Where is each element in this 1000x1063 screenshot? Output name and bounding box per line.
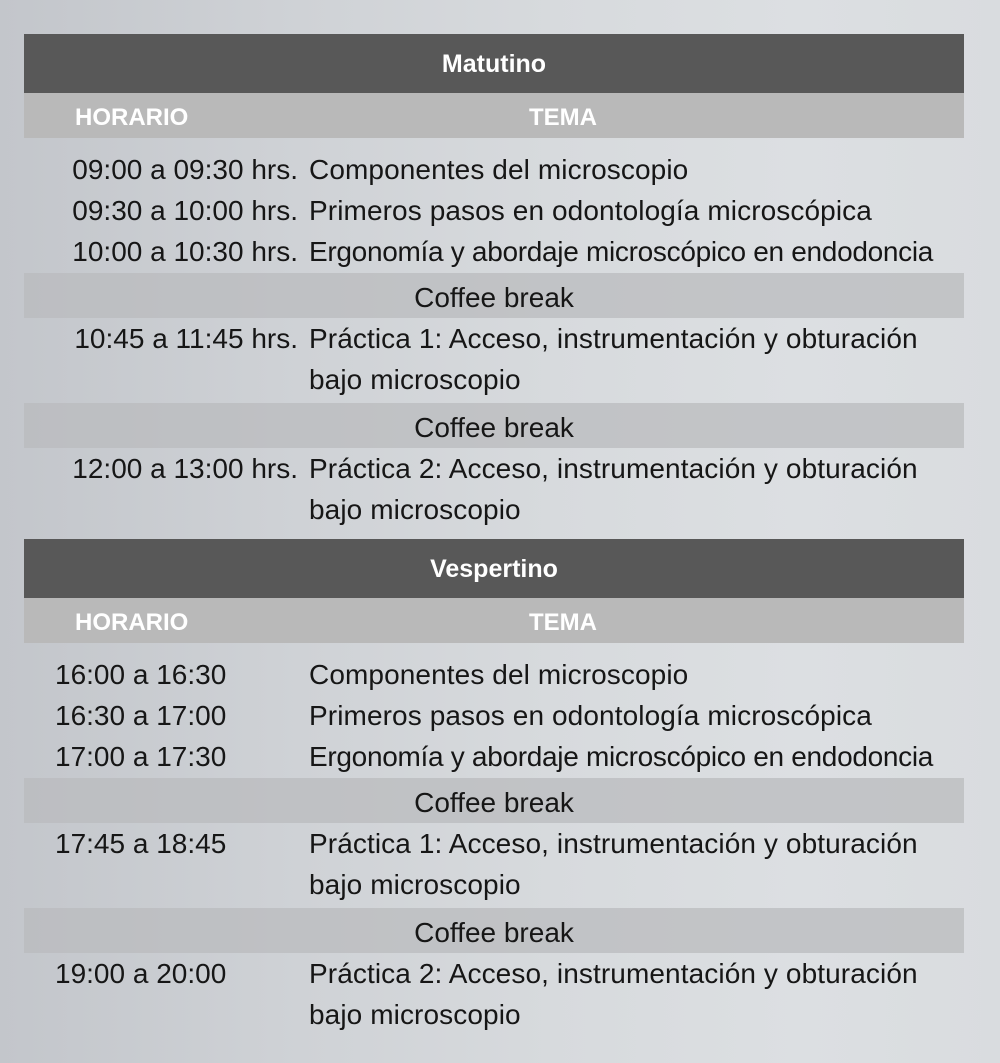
column-header-horario: HORARIO (75, 609, 189, 636)
time-cell: 16:00 a 16:30 (55, 659, 227, 690)
schedule-row (24, 231, 964, 272)
topic-cell (298, 231, 964, 272)
topic-text: Primeros pasos en odontología microscópica (309, 700, 872, 731)
schedule-row (24, 736, 964, 777)
topic-cell (298, 318, 964, 400)
time-cell: 17:45 a 18:45 (55, 828, 227, 859)
section-title: Matutino (24, 34, 964, 93)
time-cell: 10:45 a 11:45 hrs. (74, 323, 298, 354)
schedule-row (24, 953, 964, 1035)
topic-text: Práctica 1: Acceso, instrumentación y obturación bajo microscopio (309, 828, 918, 900)
time-cell: 16:30 a 17:00 (55, 700, 227, 731)
topic-text: Primeros pasos en odontología microscópica (309, 195, 872, 226)
topic-cell (298, 190, 964, 231)
schedule-row (24, 695, 964, 736)
coffee-break-row: Coffee break (24, 908, 964, 953)
time-cell: 09:30 a 10:00 hrs. (72, 195, 298, 226)
column-header-tema: TEMA (529, 104, 597, 131)
column-header-row (24, 598, 964, 643)
topic-cell (298, 695, 964, 736)
time-cell: 09:00 a 09:30 hrs. (72, 154, 298, 185)
topic-cell (298, 823, 964, 905)
topic-cell (298, 654, 964, 695)
column-header-row (24, 93, 964, 138)
time-cell: 12:00 a 13:00 hrs. (72, 453, 298, 484)
topic-cell (298, 736, 964, 777)
topic-cell (298, 149, 964, 190)
coffee-break-row: Coffee break (24, 403, 964, 448)
coffee-break-row: Coffee break (24, 273, 964, 318)
time-cell: 10:00 a 10:30 hrs. (72, 236, 298, 267)
matutino-schedule (24, 34, 964, 530)
schedule-rows (24, 138, 964, 530)
topic-text: Práctica 2: Acceso, instrumentación y obturación bajo microscopio (309, 453, 918, 525)
time-cell: 17:00 a 17:30 (55, 741, 227, 772)
column-header-tema: TEMA (529, 609, 597, 636)
topic-text: Ergonomía y abordaje microscópico en endodoncia (309, 741, 934, 772)
topic-cell (298, 953, 964, 1035)
topic-cell (298, 448, 964, 530)
schedule-row (24, 318, 964, 400)
topic-text: Práctica 2: Acceso, instrumentación y obturación bajo microscopio (309, 958, 918, 1030)
schedule-rows (24, 643, 964, 1035)
schedule-row (24, 654, 964, 695)
topic-text: Práctica 1: Acceso, instrumentación y obturación bajo microscopio (309, 323, 918, 395)
schedule-row (24, 190, 964, 231)
time-cell: 19:00 a 20:00 (55, 958, 227, 989)
column-header-horario: HORARIO (75, 104, 189, 131)
schedule-row (24, 149, 964, 190)
topic-text: Ergonomía y abordaje microscópico en endodoncia (309, 236, 934, 267)
coffee-break-row: Coffee break (24, 778, 964, 823)
topic-text: Componentes del microscopio (309, 659, 689, 690)
section-title: Vespertino (24, 539, 964, 598)
topic-text: Componentes del microscopio (309, 154, 689, 185)
schedule-row (24, 448, 964, 530)
schedule-row (24, 823, 964, 905)
vespertino-schedule (24, 539, 964, 1035)
